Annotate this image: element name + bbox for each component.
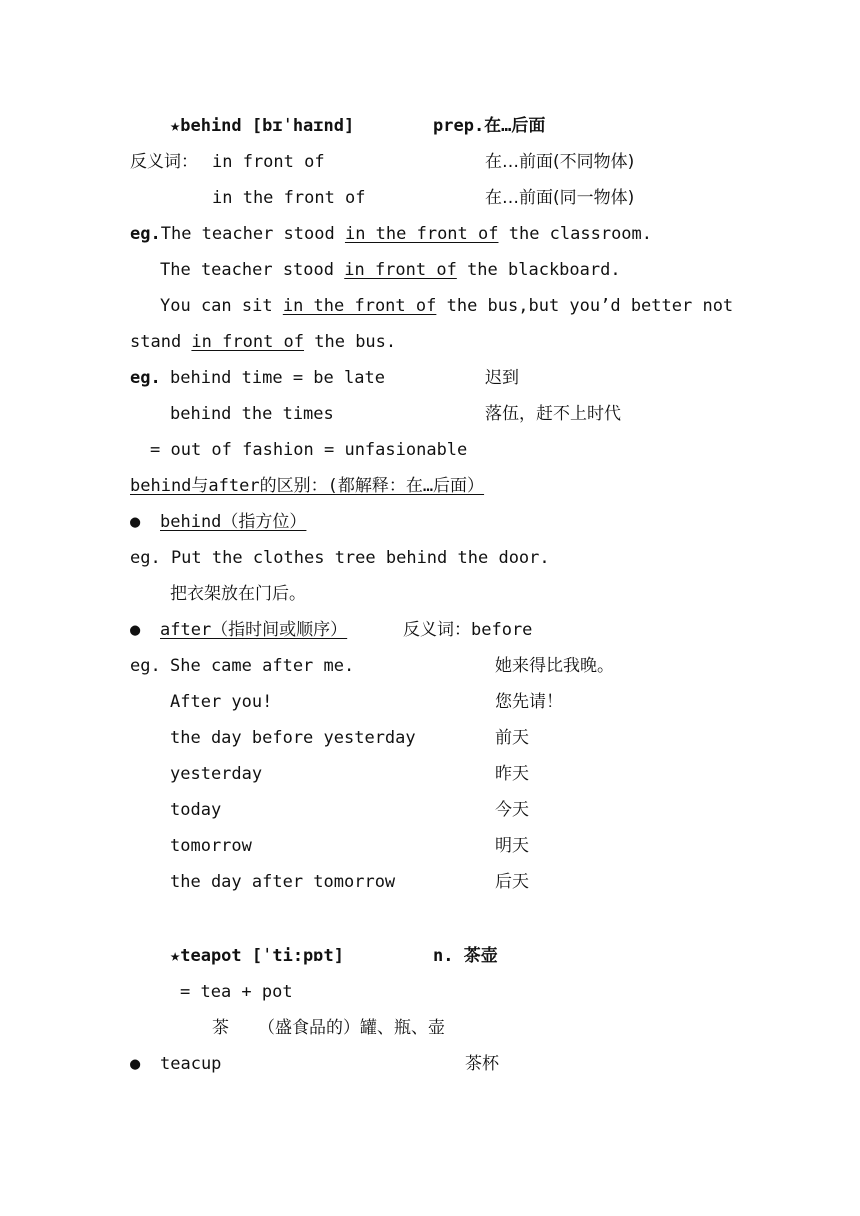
list-item: today — [170, 800, 222, 820]
list-item-meaning: 前天 — [495, 728, 529, 748]
list-item-meaning: 今天 — [495, 800, 529, 820]
bullet-teacup-meaning: 茶杯 — [465, 1054, 499, 1074]
list-item: After you! — [170, 692, 273, 712]
phrase-behind-the-times: behind the times — [170, 404, 334, 424]
example-1-post: the classroom. — [498, 224, 653, 244]
antonym-2-meaning: 在…前面(同一物体) — [485, 188, 635, 208]
eg-label-3: eg. — [130, 656, 161, 676]
list-item: She came after me. — [170, 656, 355, 676]
bullet-teacup: teacup — [160, 1054, 222, 1074]
list-item: the day before yesterday — [170, 728, 416, 748]
bullet-after-antonym: 反义词：before — [403, 620, 533, 640]
example-2-pre: The teacher stood — [160, 260, 345, 280]
example-3 — [160, 295, 733, 317]
eg-label-2: eg. — [130, 368, 161, 388]
bullet-glyph: ● — [130, 512, 141, 532]
phrase-equivalent: = out of fashion = unfasionable — [150, 440, 468, 460]
bullet-behind: behind（指方位） — [160, 512, 307, 532]
phrase-behind-the-times-meaning: 落伍，赶不上时代 — [485, 404, 621, 424]
example-3-post: the bus,but you’d better not — [436, 296, 734, 316]
example-2-underline: in front of — [344, 260, 457, 280]
bullet-glyph: ● — [130, 1054, 141, 1074]
antonym-label: 反义词： — [130, 152, 198, 172]
list-item-meaning: 明天 — [495, 836, 529, 856]
example-3-underline: in the front of — [282, 296, 437, 316]
list-item: tomorrow — [170, 836, 252, 856]
example-1-pre: The teacher stood — [160, 224, 345, 244]
example-1-underline: in the front of — [344, 224, 499, 244]
headword-behind: ★behind [bɪˈhaɪnd] — [170, 116, 355, 136]
example-3-pre: You can sit — [160, 296, 283, 316]
list-item-meaning: 后天 — [495, 872, 529, 892]
bullet-behind-translation: 把衣架放在门后。 — [170, 584, 306, 604]
bullet-glyph: ● — [130, 620, 141, 640]
antonym-1-meaning: 在…前面(不同物体) — [485, 152, 635, 172]
example-2 — [160, 259, 621, 281]
example-3b-post: the bus. — [304, 332, 397, 352]
teapot-gloss-tea: 茶 — [212, 1018, 229, 1038]
list-item: yesterday — [170, 764, 263, 784]
list-item-meaning: 她来得比我晚。 — [495, 656, 614, 676]
list-item: the day after tomorrow — [170, 872, 396, 892]
list-item-meaning: 昨天 — [495, 764, 529, 784]
antonym-2: in the front of — [212, 188, 366, 208]
example-3b-underline: in front of — [191, 332, 305, 352]
list-item-meaning: 您先请！ — [495, 692, 563, 712]
example-1 — [130, 223, 652, 245]
bullet-after: after（指时间或顺序） — [160, 620, 348, 640]
antonym-1: in front of — [212, 152, 325, 172]
example-3-continued — [130, 331, 396, 353]
example-2-post: the blackboard. — [456, 260, 621, 280]
example-3b-pre: stand — [130, 332, 192, 352]
difference-title: behind与after的区别：(都解释：在…后面） — [130, 476, 485, 496]
teapot-gloss-pot: （盛食品的）罐、瓶、壶 — [258, 1018, 445, 1038]
bullet-behind-example: eg. Put the clothes tree behind the door. — [130, 548, 550, 568]
phrase-behind-time-meaning: 迟到 — [485, 368, 519, 388]
phrase-behind-time: behind time = be late — [170, 368, 385, 388]
pos-teapot: n. 茶壶 — [433, 946, 498, 966]
pos-behind: prep.在…后面 — [433, 116, 546, 136]
teapot-formula: = tea + pot — [180, 982, 293, 1002]
eg-label: eg. — [130, 224, 161, 244]
headword-teapot: ★teapot [ˈti:pɒt] — [170, 946, 344, 966]
